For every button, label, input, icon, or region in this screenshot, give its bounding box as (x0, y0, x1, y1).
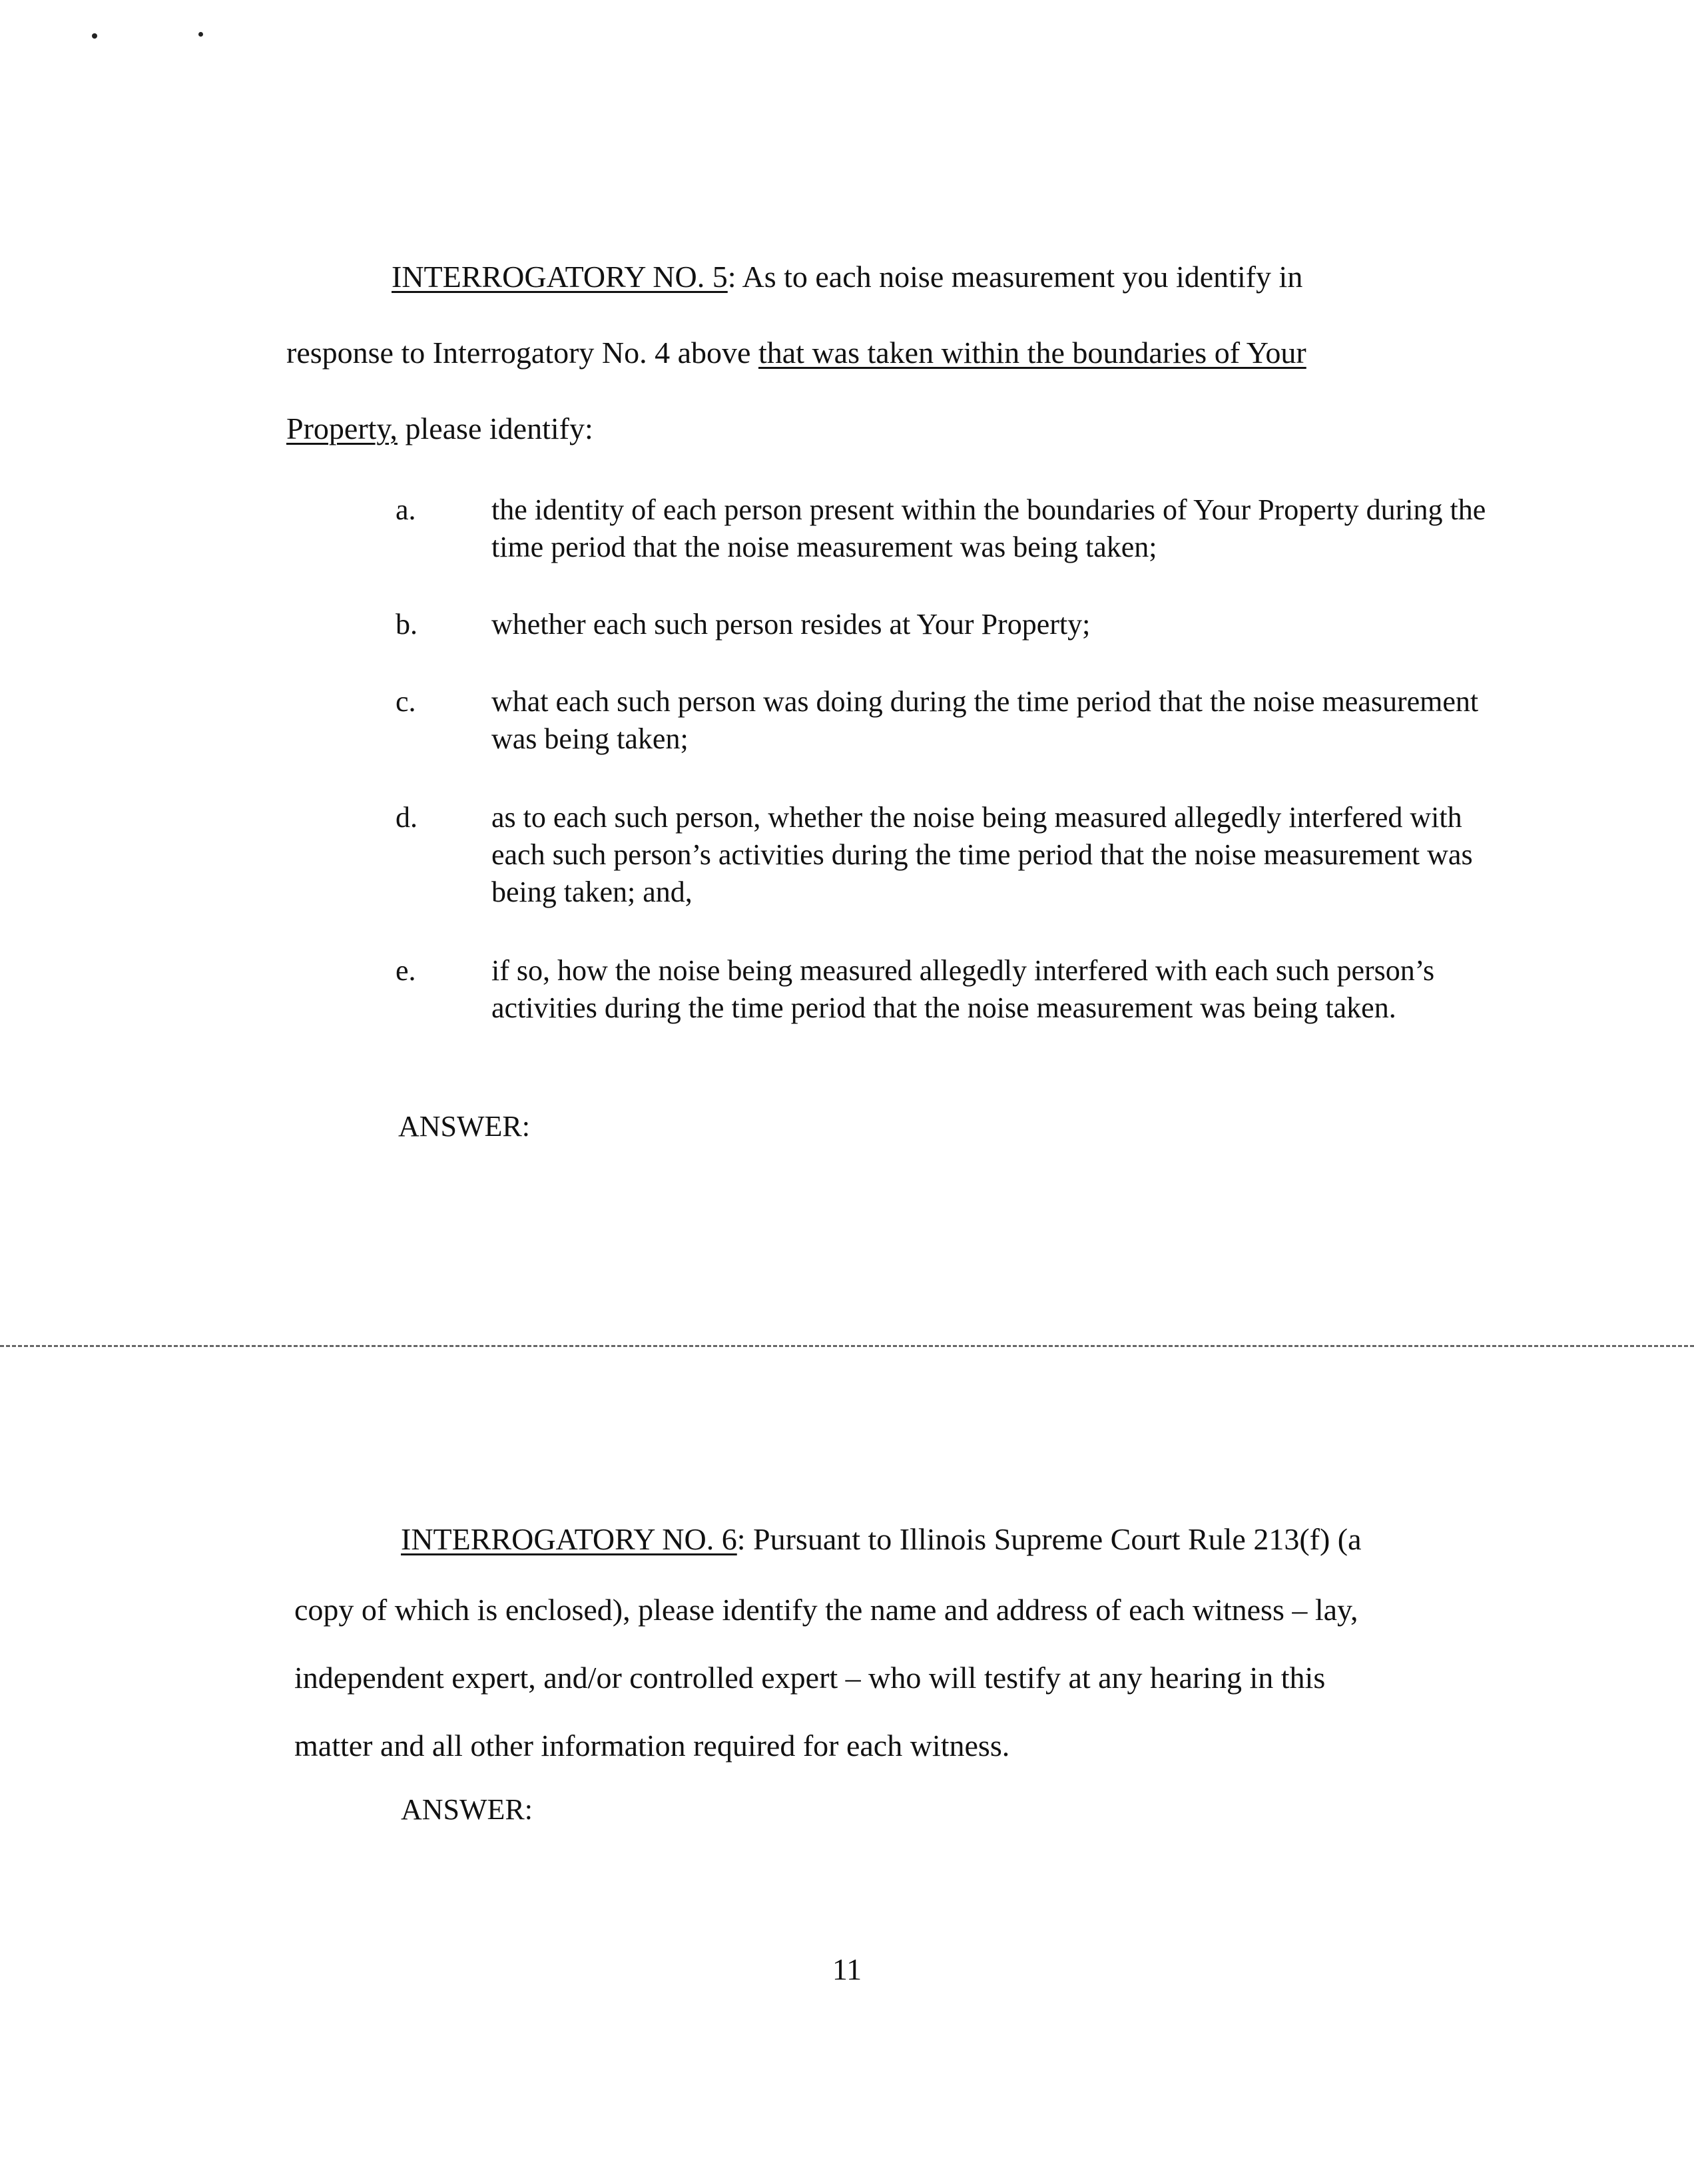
interrogatory-5-heading: INTERROGATORY NO. 5 (392, 260, 728, 294)
list-item-text: if so, how the noise being measured allegedly interfered with each such person’s activities during the time period that the noise measurement was being taken. (491, 954, 1435, 1024)
interrogatory-5-line-3 (286, 410, 593, 447)
interrogatory-5-line-2-underlined: that was taken within the boundaries of Your (758, 336, 1306, 370)
scan-speck (198, 32, 203, 37)
list-item-letter: b. (396, 608, 418, 641)
list-item-text: as to each such person, whether the noise being measured allegedly interfered with each such person’s activities during the time period that the noise measurement was being taken; and, (491, 801, 1473, 908)
interrogatory-5-line-2-plain: response to Interrogatory No. 4 above (286, 336, 758, 370)
interrogatory-6-line-3: independent expert, and/or controlled expert – who will testify at any hearing in this (294, 1661, 1326, 1695)
interrogatory-6-heading: INTERROGATORY NO. 6 (401, 1522, 737, 1556)
section-divider (0, 1345, 1694, 1347)
interrogatory-5-intro: : As to each noise measurement you identify in (727, 260, 1303, 294)
interrogatory-6-intro: : Pursuant to Illinois Supreme Court Rule 213(f) (a (736, 1522, 1362, 1556)
list-item-letter: e. (396, 954, 416, 987)
page-number: 11 (832, 1952, 862, 1986)
list-item-text: whether each such person resides at Your Property; (491, 608, 1091, 641)
scan-speck (92, 33, 97, 39)
list-item-text: what each such person was doing during the time period that the noise measurement was being taken; (491, 685, 1479, 755)
interrogatory-5-line-3-plain: please identify: (397, 411, 593, 445)
interrogatory-6-answer-label: ANSWER: (401, 1793, 533, 1826)
interrogatory-5-line-2 (286, 334, 1306, 372)
interrogatory-5-line-3-underlined: Property, (286, 411, 398, 445)
list-item-letter: a. (396, 493, 416, 526)
list-item-letter: d. (396, 801, 418, 834)
list-item-letter: c. (396, 685, 416, 718)
interrogatory-5-answer-label: ANSWER: (398, 1110, 530, 1143)
list-item-text: the identity of each person present within the boundaries of Your Property during the time period that the noise measurement was being taken; (491, 493, 1486, 563)
interrogatory-5-line-1 (392, 258, 1302, 296)
interrogatory-6-line-2: copy of which is enclosed), please identify the name and address of each witness – lay, (294, 1593, 1358, 1627)
interrogatory-6-line-1 (401, 1521, 1362, 1558)
interrogatory-6-line-4: matter and all other information required for each witness. (294, 1729, 1010, 1763)
